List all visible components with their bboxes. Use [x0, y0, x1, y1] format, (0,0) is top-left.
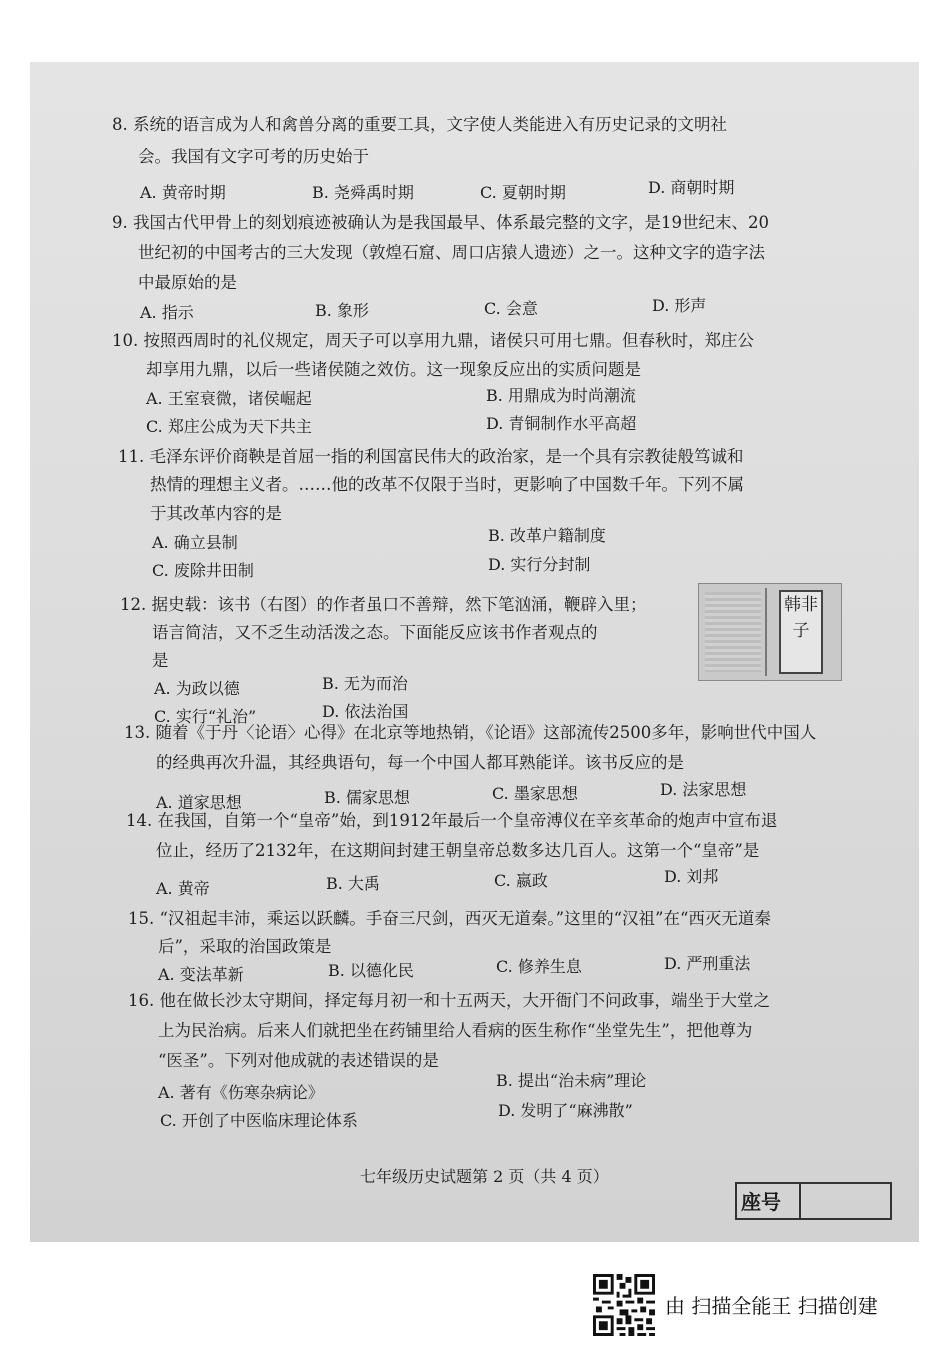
question-14-option-c: C. 嬴政	[494, 871, 548, 890]
question-9-option-c: C. 会意	[484, 299, 538, 318]
question-11-option-a: A. 确立县制	[152, 533, 238, 552]
scanner-watermark: 由 扫描全能王 扫描创建	[665, 1294, 878, 1318]
question-10-option-b: B. 用鼎成为时尚潮流	[486, 386, 636, 405]
question-9-option-b: B. 象形	[315, 301, 369, 320]
question-12-option-b: B. 无为而治	[322, 674, 408, 693]
question-13-option-d: D. 法家思想	[660, 780, 747, 799]
question-16-option-b: B. 提出“治未病”理论	[496, 1071, 647, 1090]
question-11-line-3: 于其改革内容的是	[150, 504, 282, 523]
question-13-option-a: A. 道家思想	[156, 793, 242, 812]
question-12-line-3: 是	[152, 651, 169, 670]
question-15-option-d: D. 严刑重法	[664, 954, 751, 973]
question-9-line-2: 世纪初的中国考古的三大发现（敦煌石窟、周口店猿人遗迹）之一。这种文字的造字法	[138, 243, 765, 262]
question-14-line-2: 位止，经历了2132年，在这期间封建王朝皇帝总数多达几百人。这第一个“皇帝”是	[156, 841, 760, 860]
question-13-line-1: 13. 随着《于丹〈论语〉心得》在北京等地热销，《论语》这部流传2500多年，影响世代中国人	[124, 723, 817, 742]
question-10-line-1: 10. 按照西周时的礼仪规定，周天子可以享用九鼎，诸侯只可用七鼎。但春秋时，郑庄公	[112, 331, 754, 350]
question-15-option-b: B. 以德化民	[328, 961, 414, 980]
question-11-option-d: D. 实行分封制	[488, 555, 591, 574]
question-12-option-d: D. 依法治国	[322, 702, 409, 721]
question-8-option-c: C. 夏朝时期	[480, 183, 566, 202]
question-15-line-2: 后”，采取的治国政策是	[158, 937, 332, 956]
question-10-option-c: C. 郑庄公成为天下共主	[146, 417, 312, 436]
question-8-line-2: 会。我国有文字可考的历史始于	[138, 147, 369, 166]
question-8-option-a: A. 黄帝时期	[140, 183, 226, 202]
seat-number-label: 座号	[741, 1190, 781, 1214]
question-16-line-3: “医圣”。下列对他成就的表述错误的是	[158, 1051, 439, 1070]
book-cover-image	[698, 583, 842, 681]
question-12-option-a: A. 为政以德	[154, 679, 240, 698]
question-14-option-a: A. 黄帝	[156, 879, 210, 898]
question-12-line-1: 12. 据史载：该书（右图）的作者虽口不善辩，然下笔汹涌，鞭辟入里；	[120, 595, 647, 614]
question-8-option-b: B. 尧舜禹时期	[312, 183, 414, 202]
question-16-line-2: 上为民治病。后来人们就把坐在药铺里给人看病的医生称作“坐堂先生”，把他尊为	[158, 1021, 753, 1040]
question-13-line-2: 的经典再次升温，其经典语句，每一个中国人都耳熟能详。该书反应的是	[156, 753, 684, 772]
question-15-option-c: C. 修养生息	[496, 957, 582, 976]
question-16-option-c: C. 开创了中医临床理论体系	[160, 1111, 358, 1130]
question-11-option-c: C. 废除井田制	[152, 561, 254, 580]
question-11-option-b: B. 改革户籍制度	[488, 526, 606, 545]
question-13-option-b: B. 儒家思想	[324, 788, 410, 807]
book-title: 韩非子	[779, 590, 823, 674]
question-12-line-2: 语言简洁，又不乏生动活泼之态。下面能反应该书作者观点的	[152, 623, 598, 642]
question-14-option-d: D. 刘邦	[664, 867, 719, 886]
question-13-option-c: C. 墨家思想	[492, 784, 578, 803]
question-11-line-2: 热情的理想主义者。……他的改革不仅限于当时，更影响了中国数千年。下列不属	[150, 475, 744, 494]
question-10-option-d: D. 青铜制作水平高超	[486, 414, 637, 433]
question-9-line-1: 9. 我国古代甲骨上的刻划痕迹被确认为是我国最早、体系最完整的文字，是19世纪末、20	[112, 213, 769, 232]
question-14-option-b: B. 大禹	[326, 874, 380, 893]
question-15-line-1: 15. “汉祖起丰沛，乘运以跃麟。手奋三尺剑，西灭无道秦。”这里的“汉祖”在“西灭无道秦	[128, 909, 771, 928]
question-10-option-a: A. 王室衰微，诸侯崛起	[146, 389, 312, 408]
question-16-option-d: D. 发明了“麻沸散”	[498, 1101, 633, 1120]
question-11-line-1: 11. 毛泽东评价商鞅是首屈一指的利国富民伟大的政治家，是一个具有宗教徒般笃诚和	[118, 447, 744, 466]
page-footer: 七年级历史试题第 2 页（共 4 页）	[360, 1167, 609, 1186]
question-9-option-a: A. 指示	[140, 303, 194, 322]
question-14-line-1: 14. 在我国，自第一个“皇帝”始，到1912年最后一个皇帝溥仪在辛亥革命的炮声中宣布退	[126, 811, 778, 830]
qr-code-icon	[593, 1274, 655, 1336]
question-12-option-c: C. 实行“礼治”	[154, 707, 257, 726]
question-9-line-3: 中最原始的是	[138, 273, 237, 292]
question-8-line-1: 8. 系统的语言成为人和禽兽分离的重要工具，文字使人类能进入有历史记录的文明社	[112, 115, 727, 134]
question-9-option-d: D. 形声	[652, 296, 707, 315]
question-8-option-d: D. 商朝时期	[648, 178, 735, 197]
question-10-line-2: 却享用九鼎，以后一些诸侯随之效仿。这一现象反应出的实质问题是	[146, 360, 641, 379]
question-16-option-a: A. 著有《伤寒杂病论》	[158, 1083, 324, 1102]
question-15-option-a: A. 变法革新	[158, 965, 244, 984]
question-16-line-1: 16. 他在做长沙太守期间，择定每月初一和十五两天，大开衙门不问政事，端坐于大堂之	[128, 991, 770, 1010]
seat-number-box	[735, 1182, 892, 1220]
